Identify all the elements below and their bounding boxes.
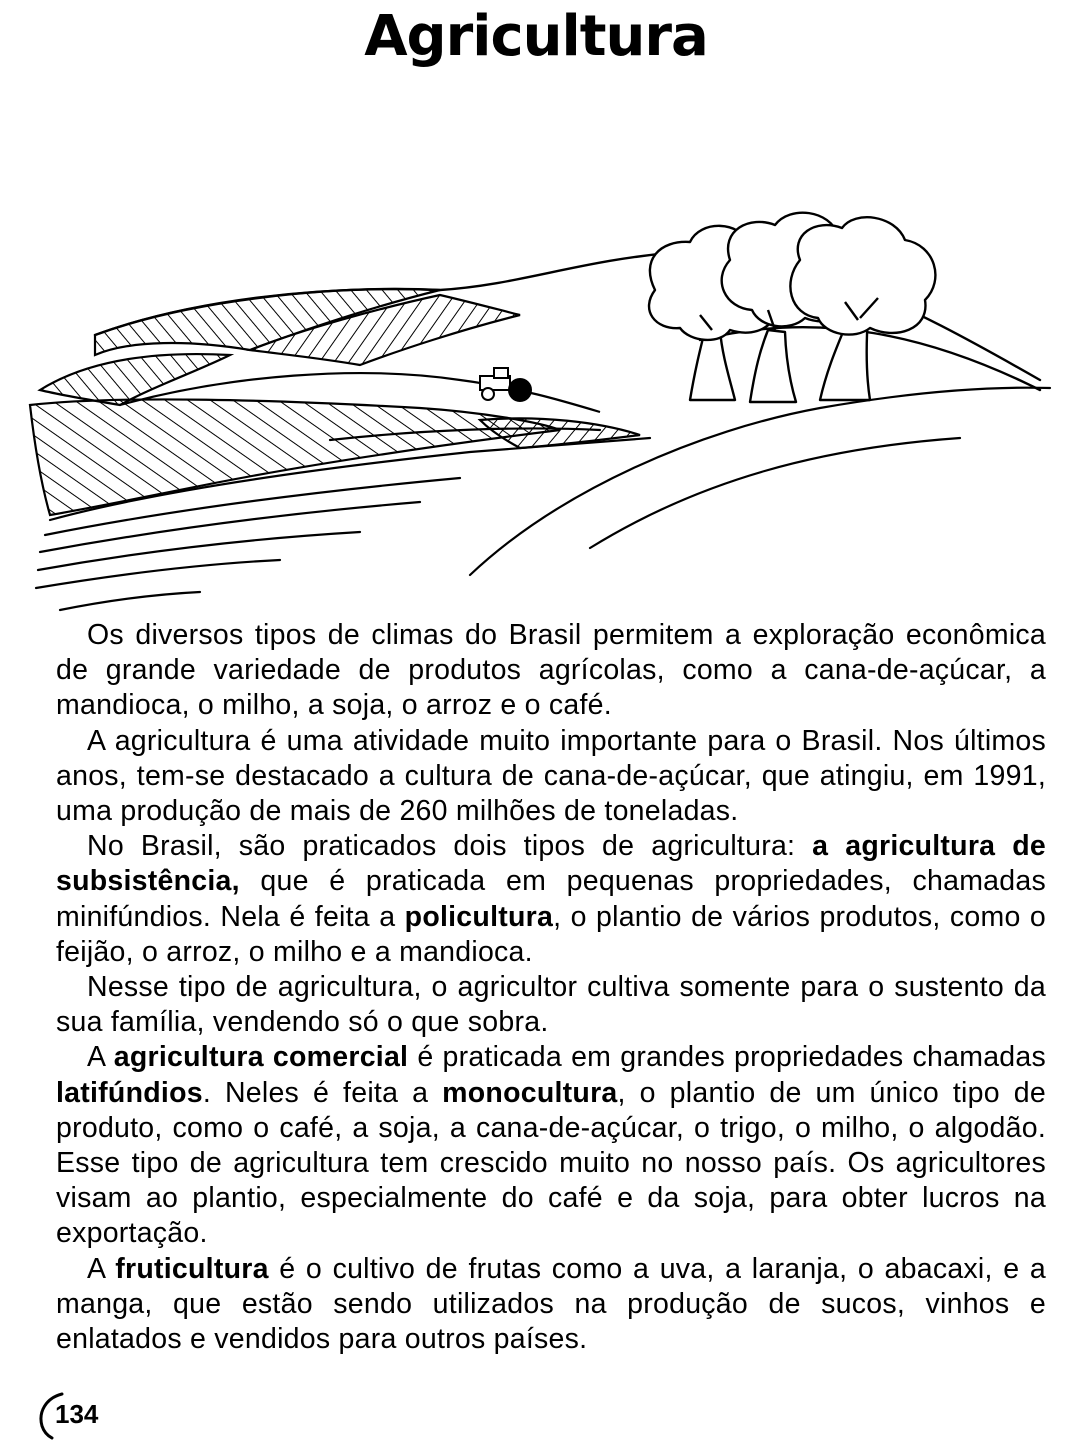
bold-term: monocultura [442,1076,618,1109]
text-run: Os diversos tipos de climas do Brasil permitem a exploração econômica de grande variedade de produtos agrícolas, como a cana-de-açúcar, a mandioca, o milho, a soja, o arroz e o café. [56,619,1046,722]
farm-landscape-illustration [0,190,1072,620]
text-run: Nesse tipo de agricultura, o agricultor cultiva somente para o sustento da sua família, vendendo só o que sobra. [56,971,1046,1039]
text-run: , o plantio de um único tipo de produto, como o café, a soja, a cana-de-açúcar, o trigo, o milho, o algodão. Esse tipo de agricultura tem crescido muito no nosso país. Os agricultores visam ao plantio, especialmente do café e da soja, para obter lucros na exportação. [56,1076,1046,1250]
text-run: A agricultura é uma atividade muito importante para o Brasil. Nos últimos anos, tem-se destacado a cultura de cana-de-açúcar, que atingiu, em 1991, uma produção de mais de 260 milhões de toneladas. [56,724,1046,828]
text-run: . Neles é feita a [202,1076,443,1109]
text-run: A [87,1041,114,1074]
bold-term: agricultura comercial [113,1041,409,1074]
text-run: que é praticada em pequenas propriedades, chamadas minifúndios. Nela é feita a [56,865,1046,933]
paragraph [56,1252,1046,1358]
page-number [34,1388,114,1428]
text-run: No Brasil, são praticados dois tipos de agricultura: [87,830,813,863]
text-run: é o cultivo de frutas como a uva, a laranja, o abacaxi, e a manga, que estão sendo utilizados na produção de sucos, vinhos e enlatados e vendidos para outros países. [56,1252,1046,1356]
paragraph [56,618,1046,724]
tree-icon [649,213,935,402]
page-number-text: 134 [55,1399,99,1429]
text-run: A [87,1252,116,1285]
body-text [56,618,1046,1357]
tractor-icon [480,368,531,401]
bold-term: a agricultura de subsistência, [56,830,1046,898]
paragraph [56,724,1046,830]
paragraph [56,829,1046,970]
text-run: é praticada em grandes propriedades chamadas [408,1041,1047,1074]
paragraph [56,1040,1046,1251]
bold-term: policultura [404,900,554,933]
bold-term: fruticultura [115,1252,269,1285]
bold-term: latifúndios [56,1076,203,1109]
page-title: Agricultura [364,4,708,69]
text-run: , o plantio de vários produtos, como o feijão, o arroz, o milho e a mandioca. [56,900,1046,968]
paragraph [56,970,1046,1040]
